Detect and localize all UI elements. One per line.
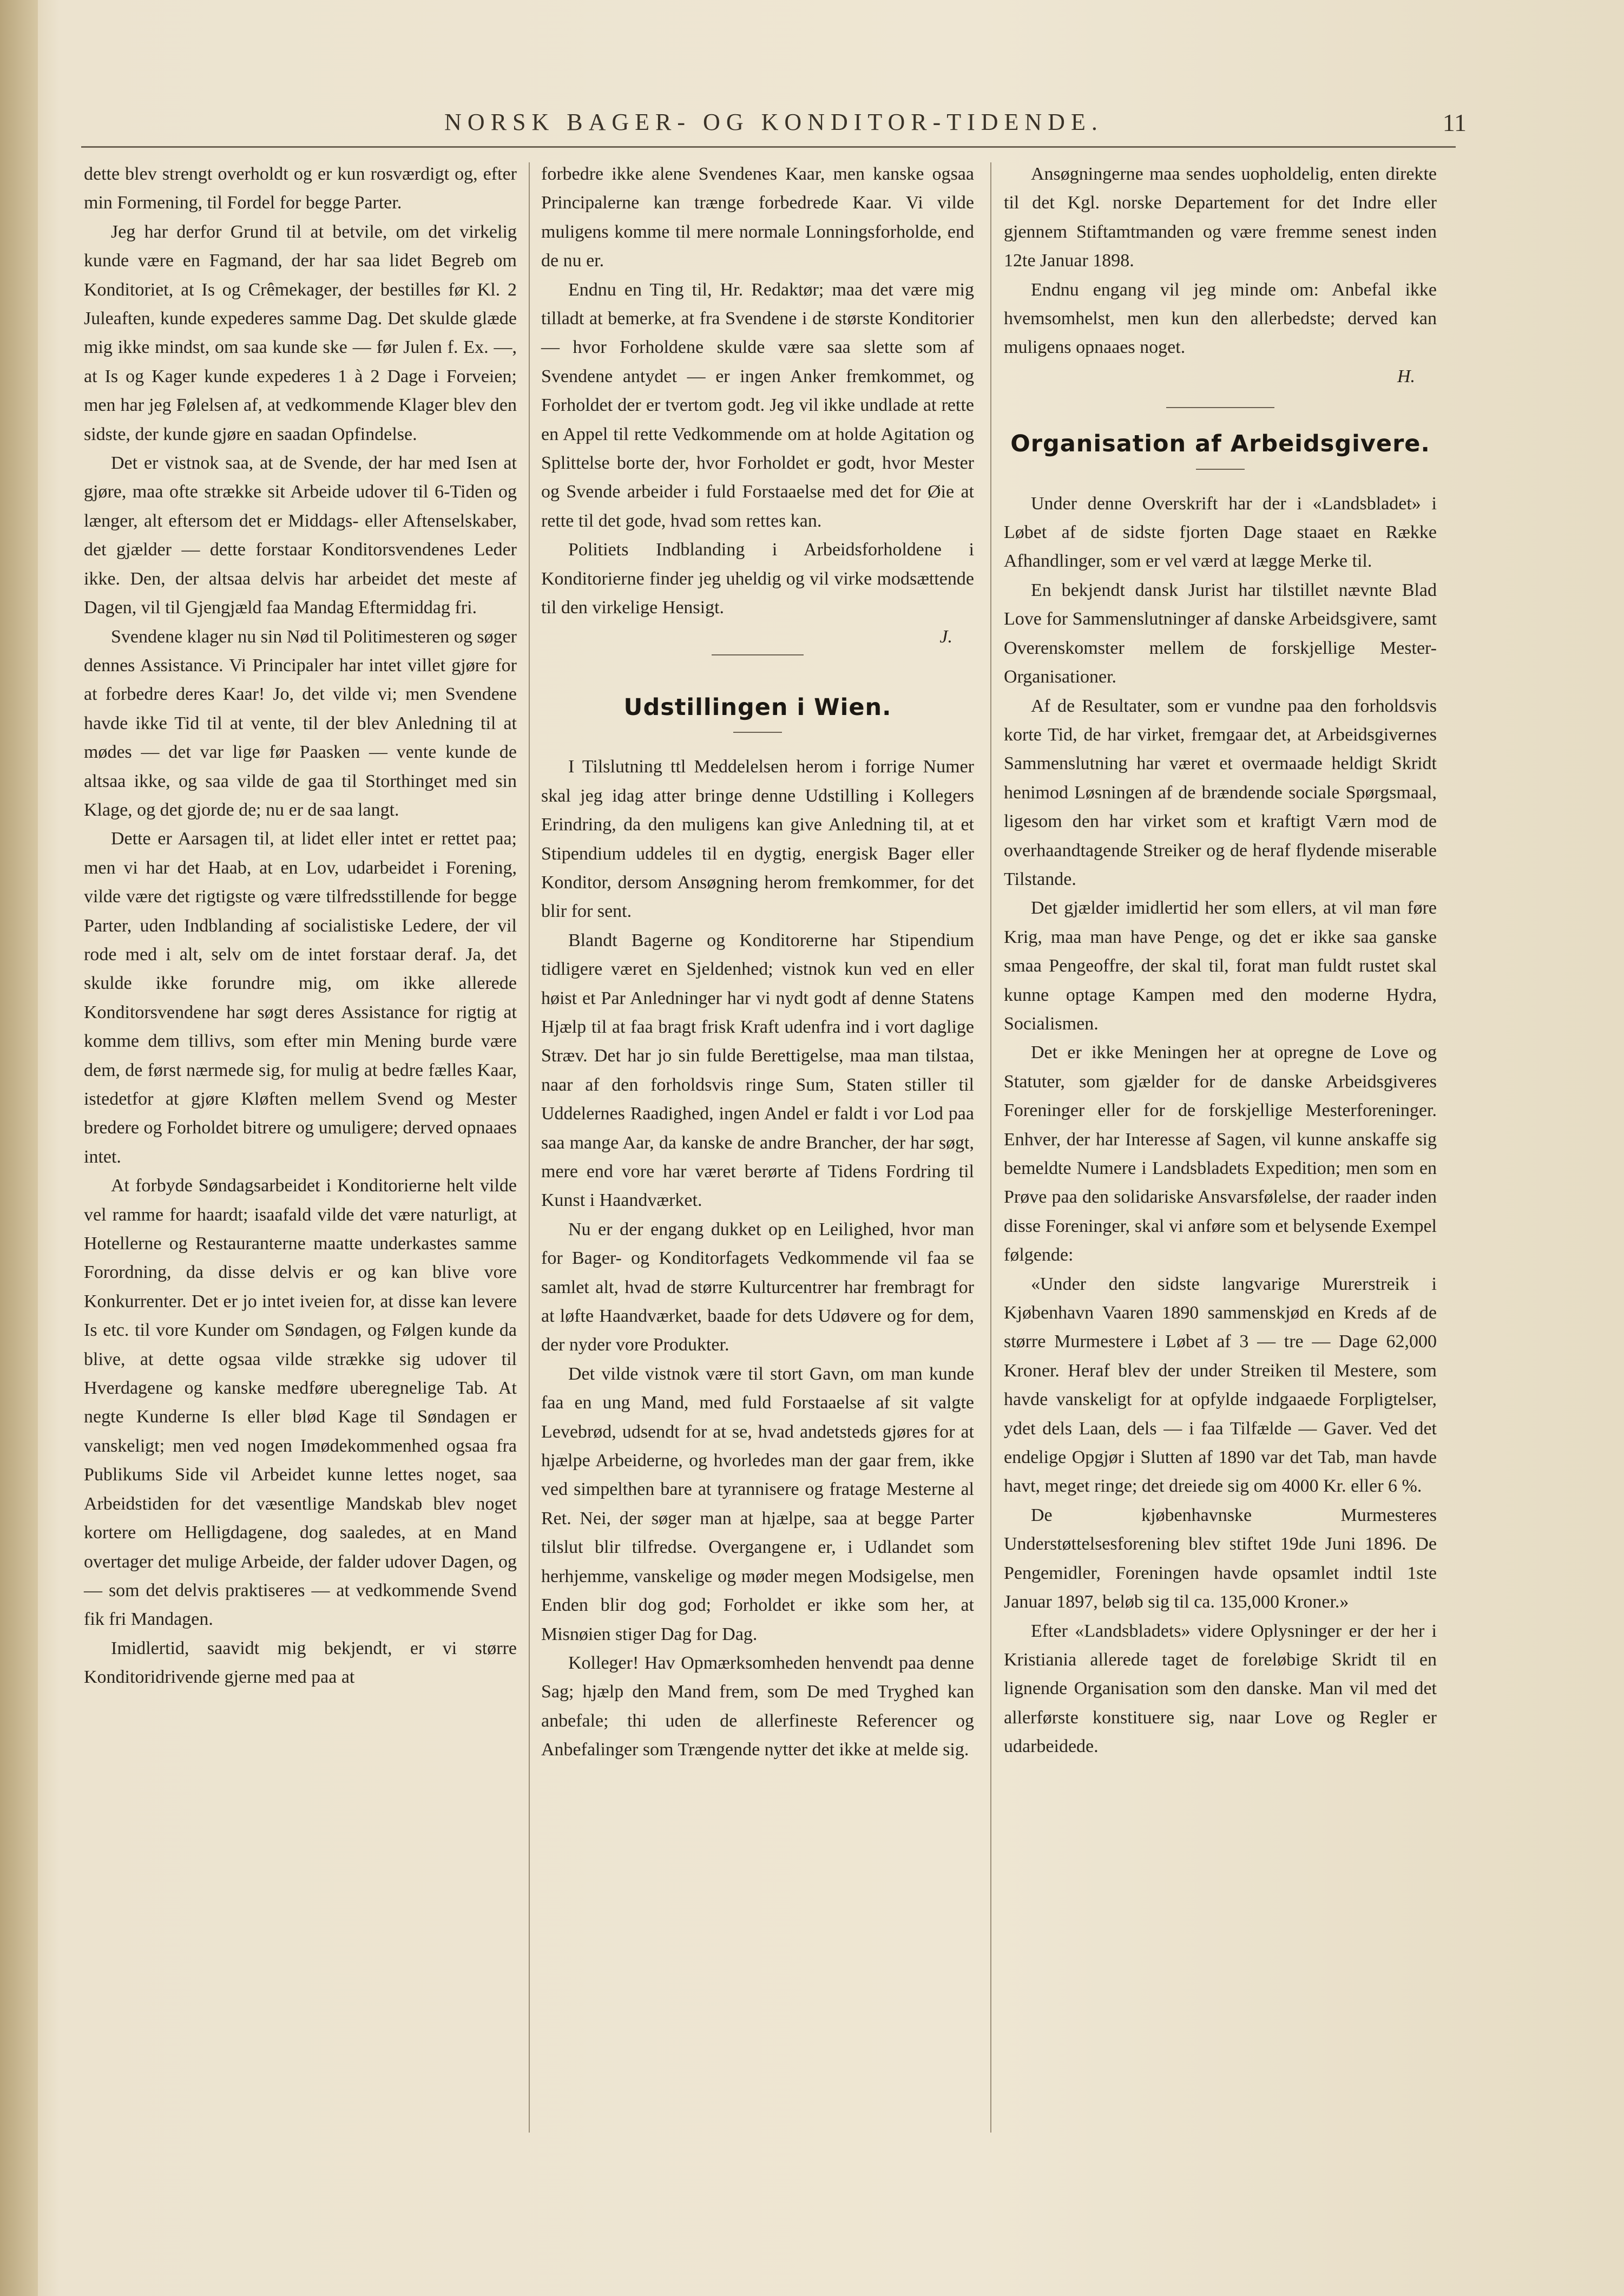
column-divider (529, 162, 530, 2133)
paragraph: dette blev strengt overholdt og er kun rosværdigt og, efter min Formening, til Fordel for begge Parter. (84, 164, 517, 213)
heading-underline (733, 732, 782, 733)
paragraph: Det er vistnok saa, at de Svende, der har med Isen at gjøre, maa ofte strække sit Arbeide udover til 6-Tiden og længer, alt eftersom det er Middags- eller Aftenselskaber, det gjælder — dette forstaar Konditorsvendenes Leder ikke. Den, der altsaa delvis har arbeidet det meste af Dagen, vil til Gjengjæld faa Mandag Eftermiddag fri. (84, 453, 517, 618)
paragraph: Efter «Landsbladets» videre Oplysninger er der her i Kristiania allerede taget de foreløbige Skridt til en lignende Organisation som den danske. Man vil med det allerførste konstituere sig, naar Love og Regler er udarbeidede. (1004, 1621, 1437, 1757)
signature: H. (1397, 366, 1415, 386)
paragraph: Politiets Indblanding i Arbeidsforholdene i Konditorierne finder jeg uheldig og vil virke modsættende til den virkelige Hensigt. (541, 540, 974, 618)
column-2 (541, 160, 974, 1764)
paragraph: Af de Resultater, som er vundne paa den forholdsvis korte Tid, de har virket, fremgaar det, at Arbeidsgivernes Sammenslutning har været et overmaade heldigt Skridt henimod Løsningen af de brændende sociale Spørgsmaal, ligesom den har virket som et kraftigt Værn mod de overhaandtagende Streiker og de heraf flydende miserable Tilstande. (1004, 696, 1437, 889)
paragraph: Nu er der engang dukket op en Leilighed, hvor man for Bager- og Konditorfagets Vedkommende vil faa se samlet alt, hvad de større Kulturcentrer har frembragt for at løfte Haandværket, baade for dets Udøvere og for dem, der nyder vore Produkter. (541, 1219, 974, 1355)
paragraph: Imidlertid, saavidt mig bekjendt, er vi større Konditoridrivende gjerne med paa at (84, 1638, 517, 1688)
paragraph: Jeg har derfor Grund til at betvile, om det virkelig kunde være en Fagmand, der har saa lidet Begreb om Konditoriet, at Is og Crêmekager, der bestilles før Kl. 2 Juleaften, kunde expederes samme Dag. Det skulde glæde mig ikke mindst, om saa kunde ske — før Julen f. Ex. —, at Is og Kager kunde expederes 1 à 2 Dage i Forveien; men har jeg Følelsen af, at vedkommende Klager blev den sidste, der kunde gjøre en saadan Opfindelse. (84, 221, 517, 444)
paragraph: forbedre ikke alene Svendenes Kaar, men kanske ogsaa Principalerne kan trænge forbedrede Kaar. Vi vilde muligens komme til mere normale Lonningsforholde, end de nu er. (541, 164, 974, 271)
page-number: 11 (1442, 109, 1467, 136)
column-divider (990, 162, 991, 2133)
heading-underline (1196, 469, 1245, 470)
paragraph: «Under den sidste langvarige Murerstreik i Kjøbenhavn Vaaren 1890 sammenskjød en Kreds af de større Murmestere i Løbet af 3 — tre — Dage 62,000 Kroner. Heraf blev der under Streiken til Mestere, som havde vanskeligt for at opfylde indgaaede Forpligtelser, ydet dels Laan, dels — i faa Tilfælde — Gaver. Ved det endelige Opgjør i Slutten af 1890 var det Tab, man havde havt, meget ringe; det dreiede sig om 4000 Kr. eller 6 %. (1004, 1274, 1437, 1497)
column-1 (84, 160, 517, 1692)
paragraph: De kjøbenhavnske Murmesteres Understøttelsesforening blev stiftet 19de Juni 1896. De Pengemidler, Foreningen havde opsamlet indtil 1ste Januar 1897, beløb sig til ca. 135,000 Kroner.» (1004, 1505, 1437, 1612)
paragraph: Under denne Overskrift har der i «Landsbladet» i Løbet af de sidste fjorten Dage staaet en Række Afhandlinger, som er vel værd at lægge Merke til. (1004, 493, 1437, 572)
paragraph: Blandt Bagerne og Konditorerne har Stipendium tidligere været en Sjeldenhed; vistnok kun ved en eller høist et Par Anledninger har vi nydt godt af denne Statens Hjælp til at faa bragt frisk Kraft udenfra ind i vort daglige Stræv. Det har jo sin fulde Berettigelse, maa man tilstaa, naar af den forholdsvis ringe Sum, Staten stiller til Uddelernes Raadighed, ingen Andel er faldt i vor Lod paa saa mange Aar, da kanske de andre Brancher, der har søgt, mere end vore har været berørte af Tidens Fordring til Kunst i Haandværket. (541, 930, 974, 1211)
paragraph: I Tilslutning ttl Meddelelsen herom i forrige Numer skal jeg idag atter bringe denne Udstilling i Kollegers Erindring, da den muligens kan give Anledning til, at et Stipendium uddeles til en dygtig, energisk Bager eller Konditor, dersom Ansøgning herom fremkommer, for det blir for sent. (541, 757, 974, 922)
article-heading: Udstillingen i Wien. (623, 693, 892, 721)
column-3 (1004, 160, 1437, 1761)
header-rule (81, 146, 1456, 148)
paragraph: Dette er Aarsagen til, at lidet eller intet er rettet paa; men vi har det Haab, at en Lov, udarbeidet i Forening, vilde være det rigtigste og være tilfredsstillende for begge Parter, uden Indblanding af socialistiske Ledere, der vil rode med i alt, selv om de intet forstaar deraf. Ja, det skulde ikke forundre mig, om ikke allerede Konditorsvendene har søgt deres Assistance for rigtig at komme dem tillivs, som efter min Mening burde være dem, de først nærmede sig, for mulig at bedre fælles Kaar, istedetfor at gjøre Kløften mellem Svend og Mester bredere og Forholdet bitrere og umuligere; derved opnaaes intet. (84, 829, 517, 1167)
paragraph: Ansøgningerne maa sendes uopholdelig, enten direkte til det Kgl. norske Departement for det Indre eller gjennem Stiftamtmanden og være fremme senest inden 12te Januar 1898. (1004, 164, 1437, 271)
paragraph: Endnu en Ting til, Hr. Redaktør; maa det være mig tilladt at bemerke, at fra Svendene i de største Konditorier — hvor Forholdene skulde være saa slette som af Svendene antydet — er ingen Anker fremkommet, og Forholdet der er tvertom godt. Jeg vil ikke undlade at rette en Appel til rette Vedkommende om at holde Agitation og Splittelse borte der, hvor Forholdet er godt, hvor Mester og Svende arbeider i fuld Forstaaelse med det for Øie at rette til det gode, hvad som rettes kan. (541, 279, 974, 531)
page-binding-edge (0, 0, 38, 2296)
running-title: NORSK BAGER- OG KONDITOR-TIDENDE. (444, 109, 1103, 135)
paragraph: Kolleger! Hav Opmærksomheden henvendt paa denne Sag; hjælp den Mand frem, som De med Tryghed kan anbefale; thi uden de allerfineste Referencer og Anbefalinger som Trængende nytter det ikke at melde sig. (541, 1652, 974, 1760)
paragraph: Det er ikke Meningen her at opregne de Love og Statuter, som gjælder for de danske Arbeidsgiveres Foreninger eller for de forskjellige Mesterforeninger. Enhver, der har Interesse af Sagen, vil kunne anskaffe sig bemeldte Numere i Landsbladets Expedition; men som en Prøve paa den solidariske Ansvarsfølelse, der raader inden disse Foreninger, skal vi anføre som et belysende Exempel følgende: (1004, 1042, 1437, 1265)
paragraph: En bekjendt dansk Jurist har tilstillet nævnte Blad Love for Sammenslutninger af danske Arbeidsgivere, samt Overenskomster mellem de forskjellige Mester-Organisationer. (1004, 580, 1437, 687)
page-header (81, 108, 1467, 141)
paragraph: Svendene klager nu sin Nød til Politimesteren og søger dennes Assistance. Vi Principaler har intet villet gjøre for at forbedre deres Kaar! Jo, det vilde vi; men Svendene havde ikke Tid til at vente, til der blev Anledning til at mødes — det var lige før Paasken — vente kunde de altsaa ikke, og saa vilde de gaa til Storthinget med sin Klage, og det gjorde de; nu er de saa langt. (84, 626, 517, 820)
signature: J. (939, 626, 952, 647)
paragraph: At forbyde Søndagsarbeidet i Konditorierne helt vilde vel ramme for haardt; isaafald vilde det være naturligt, at Hotellerne og Restauranterne maatte underkastes samme Forordning, da disse delvis er og kan blive vore Konkurrenter. Det er jo intet iveien for, at disse kan levere Is etc. til vore Kunder om Søndagen, og Følgen kunde da blive, at dette ogsaa vilde strække sig udover til Hverdagene og kanske medføre uberegnelige Tab. At negte Kunderne Is eller blød Kage til Søndagen er vanskeligt; men ved nogen Imødekommenhed ogsaa fra Publikums Side vil Arbeidet kunne lettes noget, saa Arbeidstiden for det væsentlige Mandskab blev noget kortere om Helligdagene, dog saaledes, at en Mand overtager det mulige Arbeide, der falder udover Dagen, og — som det delvis praktiseres — at vedkommende Svend fik fri Mandagen. (84, 1176, 517, 1630)
article-heading: Organisation af Arbeidsgivere. (1010, 430, 1430, 458)
paragraph: Det gjælder imidlertid her som ellers, at vil man føre Krig, maa man have Penge, og det er ikke saa ganske smaa Pengeoffre, der skal til, forat man fuldt rustet skal kunne optage Kampen med den moderne Hydra, Socialismen. (1004, 898, 1437, 1034)
paragraph: Endnu engang vil jeg minde om: Anbefal ikke hvemsomhelst, men kun den allerbedste; derved kan muligens opnaaes noget. (1004, 279, 1437, 358)
paragraph: Det vilde vistnok være til stort Gavn, om man kunde faa en ung Mand, med fuld Forstaaelse af sit valgte Levebrød, udsendt for at se, hvad andetsteds gjøres for at hjælpe Arbeiderne, og hvorledes man der gaar frem, ikke ved simpelthen bare at tyrannisere og fratage Mesterne al Ret. Nei, der søger man at hjælpe, saa at begge Parter tilslut blir tilfredse. Overgangene er, i Udlandet som herhjemme, vanskelige og møder megen Modsigelse, men Enden blir dog god; Forholdet er ikke som her, at Misnøien stiger Dag for Dag. (541, 1363, 974, 1644)
